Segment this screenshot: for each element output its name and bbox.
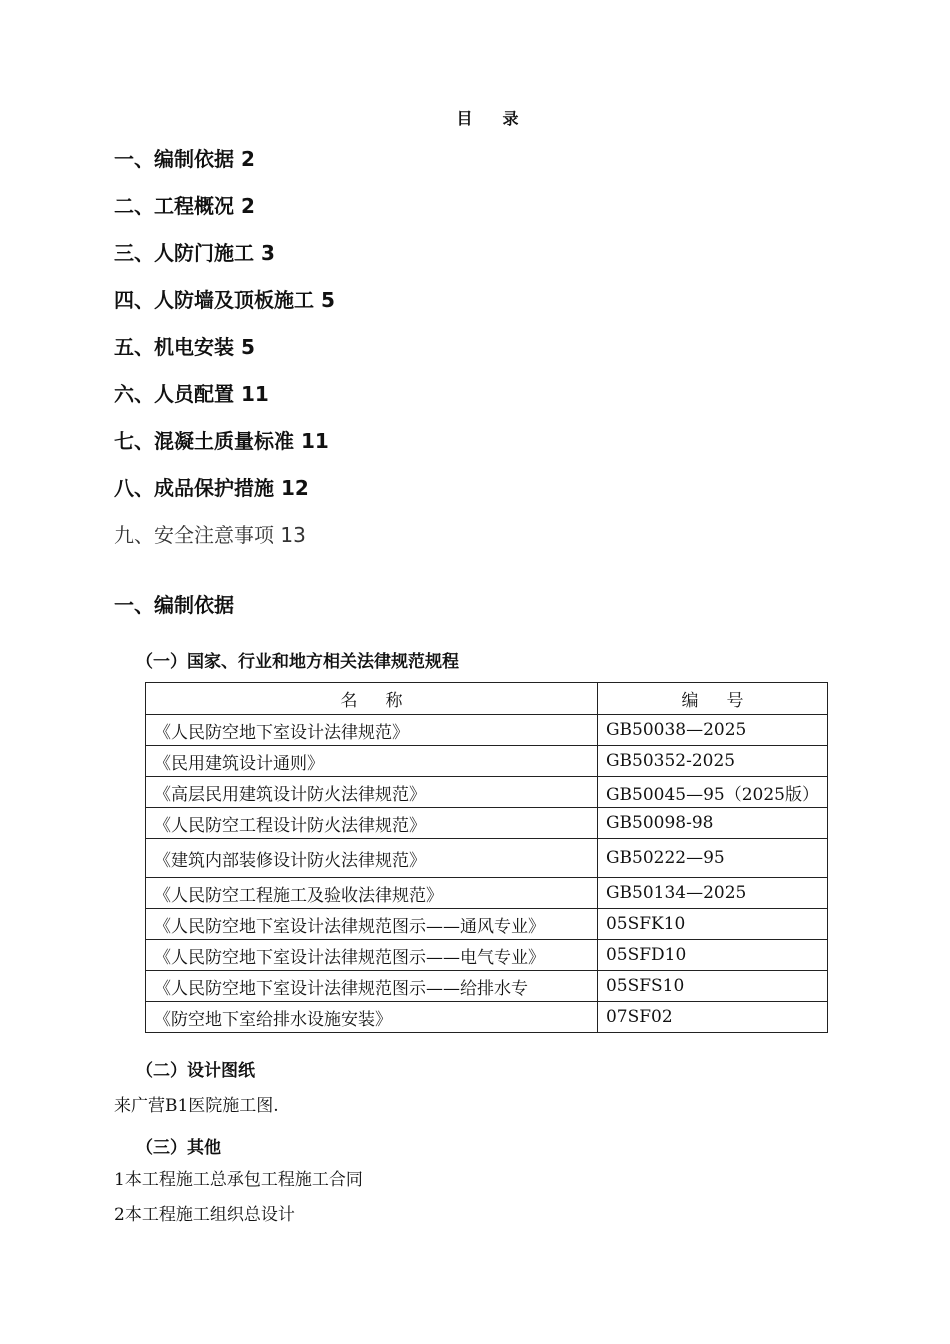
table-header-row <box>146 683 828 715</box>
regulation-name: 《人民防空地下室设计法律规范图示——电气专业》 <box>146 940 598 971</box>
paragraph: 1本工程施工总承包工程施工合同 <box>114 1170 363 1190</box>
toc-item[interactable]: 七、混凝土质量标准 11 <box>114 429 329 453</box>
regulation-code: GB50045—95（2025版） <box>597 777 827 808</box>
regulation-name: 《人民防空工程施工及验收法律规范》 <box>146 878 598 909</box>
regulation-name: 《人民防空地下室设计法律规范图示——给排水专 <box>146 971 598 1002</box>
regulation-name: 《防空地下室给排水设施安装》 <box>146 1002 598 1033</box>
toc-item[interactable]: 五、机电安装 5 <box>114 335 255 359</box>
regulation-name: 《人民防空工程设计防火法律规范》 <box>146 808 598 839</box>
subsection-heading: （三）其他 <box>136 1138 221 1158</box>
regulation-name: 《民用建筑设计通则》 <box>146 746 598 777</box>
section-heading: 一、编制依据 <box>114 593 234 617</box>
table-row <box>146 839 828 878</box>
toc-title-right: 录 <box>502 109 519 128</box>
table-row <box>146 878 828 909</box>
subsection-heading: （一）国家、行业和地方相关法律规范规程 <box>136 652 459 672</box>
toc-item[interactable]: 九、安全注意事项 13 <box>114 523 306 547</box>
toc-title-left: 目 <box>456 109 473 128</box>
regulation-code: 05SFK10 <box>597 909 827 940</box>
paragraph: 2本工程施工组织总设计 <box>114 1205 295 1225</box>
regulations-table <box>145 682 828 1033</box>
regulation-code: 05SFS10 <box>597 971 827 1002</box>
regulation-code: GB50038—2025 <box>597 715 827 746</box>
toc-item[interactable]: 二、工程概况 2 <box>114 194 255 218</box>
regulation-code: GB50098-98 <box>597 808 827 839</box>
toc-item[interactable]: 八、成品保护措施 12 <box>114 476 309 500</box>
regulation-name: 《建筑内部装修设计防火法律规范》 <box>146 839 598 878</box>
paragraph: 来广营B1医院施工图. <box>114 1096 279 1116</box>
table-row <box>146 777 828 808</box>
table-row <box>146 1002 828 1033</box>
table-row <box>146 909 828 940</box>
regulation-code: 05SFD10 <box>597 940 827 971</box>
toc-item[interactable]: 一、编制依据 2 <box>114 147 255 171</box>
table-header-name: 名 称 <box>146 683 598 715</box>
table-header-code: 编 号 <box>597 683 827 715</box>
table-row <box>146 808 828 839</box>
table-row <box>146 971 828 1002</box>
regulation-code: GB50352-2025 <box>597 746 827 777</box>
toc-item[interactable]: 四、人防墙及顶板施工 5 <box>114 288 335 312</box>
regulation-name: 《高层民用建筑设计防火法律规范》 <box>146 777 598 808</box>
regulation-name: 《人民防空地下室设计法律规范》 <box>146 715 598 746</box>
table-row <box>146 940 828 971</box>
regulation-name: 《人民防空地下室设计法律规范图示——通风专业》 <box>146 909 598 940</box>
toc-list <box>114 142 814 565</box>
regulation-code: GB50134—2025 <box>597 878 827 909</box>
regulation-code: 07SF02 <box>597 1002 827 1033</box>
table-row <box>146 746 828 777</box>
toc-title <box>0 106 950 129</box>
toc-item[interactable]: 三、人防门施工 3 <box>114 241 275 265</box>
toc-item[interactable]: 六、人员配置 11 <box>114 382 269 406</box>
regulation-code: GB50222—95 <box>597 839 827 878</box>
table-row <box>146 715 828 746</box>
subsection-heading: （二）设计图纸 <box>136 1061 255 1081</box>
